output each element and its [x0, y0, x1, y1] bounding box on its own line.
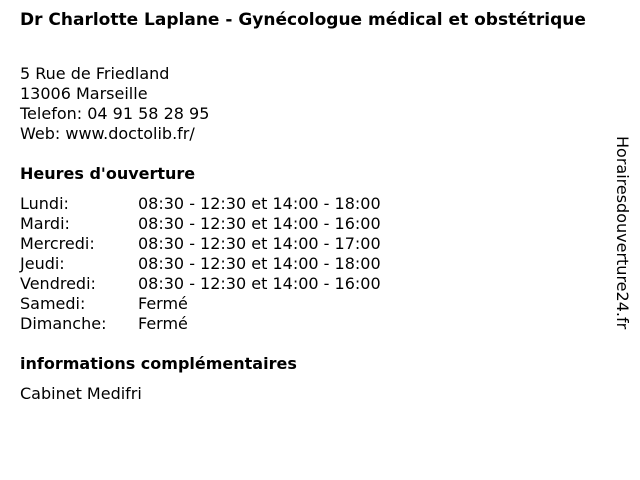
hours-heading: Heures d'ouverture [20, 164, 196, 183]
hours-value: 08:30 - 12:30 et 14:00 - 17:00 [138, 234, 381, 253]
hours-value: 08:30 - 12:30 et 14:00 - 18:00 [138, 254, 381, 273]
day-label: Vendredi: [20, 274, 96, 293]
site-watermark: Horairesdouverture24.fr [613, 136, 632, 330]
city-postcode: 13006 Marseille [20, 84, 148, 103]
day-label: Mardi: [20, 214, 70, 233]
website: Web: www.doctolib.fr/ [20, 124, 195, 143]
day-label: Mercredi: [20, 234, 95, 253]
address-block [20, 64, 209, 144]
day-label: Lundi: [20, 194, 69, 213]
page-title: Dr Charlotte Laplane - Gynécologue médical et obstétrique [20, 10, 586, 30]
phone-number: Telefon: 04 91 58 28 95 [20, 104, 210, 123]
hours-value: 08:30 - 12:30 et 14:00 - 16:00 [138, 214, 381, 233]
day-label: Jeudi: [20, 254, 65, 273]
hours-value: Fermé [138, 294, 188, 313]
info-heading: informations complémentaires [20, 354, 297, 373]
hours-value: 08:30 - 12:30 et 14:00 - 18:00 [138, 194, 381, 213]
info-text: Cabinet Medifri [20, 384, 142, 403]
day-label: Samedi: [20, 294, 86, 313]
hours-value: 08:30 - 12:30 et 14:00 - 16:00 [138, 274, 381, 293]
street-address: 5 Rue de Friedland [20, 64, 170, 83]
day-label: Dimanche: [20, 314, 107, 333]
hours-value: Fermé [138, 314, 188, 333]
